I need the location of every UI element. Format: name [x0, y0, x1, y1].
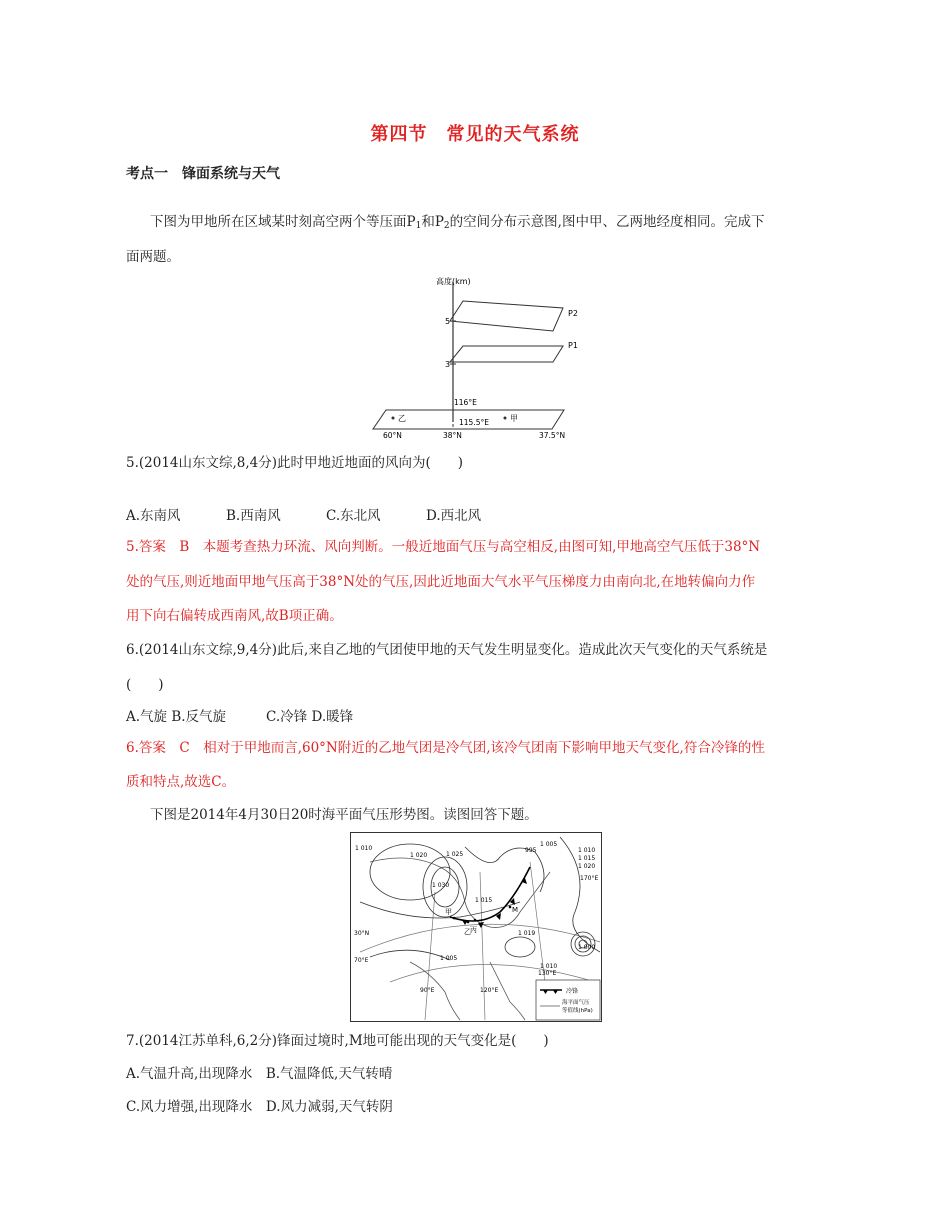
q5-option-b: B.西南风	[226, 508, 281, 524]
sea-level-pressure-map	[350, 832, 602, 1022]
label-p1: P1	[568, 341, 578, 350]
isobar-label: 1 020	[578, 863, 596, 870]
place-yi: 乙	[464, 928, 471, 936]
isobar-label: 1 010	[355, 845, 373, 852]
q5-answer-line-1: 5.答案 B 本题考查热力环流、风向判断。一般近地面气压与高空相反,由图可知,甲地高空气压低于38°N	[126, 539, 761, 555]
tick-5: 5	[445, 317, 451, 326]
isobar-label: 1 010	[540, 963, 558, 970]
section-heading: 考点一 锋面系统与天气	[126, 166, 280, 182]
q6-options-ab: A.气旋 B.反气旋	[126, 709, 227, 725]
question-6-stem-2: ( )	[126, 677, 164, 693]
question-6-options	[126, 707, 353, 727]
lat-38: 38°N	[443, 431, 462, 440]
question-7-options-1: A.气温升高,出现降水 B.气温降低,天气转晴	[126, 1066, 393, 1082]
page-title: 第四节 常见的天气系统	[370, 124, 580, 145]
isobar-label: 1 020	[410, 852, 428, 859]
legend-isobar-2: 等值线(hPa)	[562, 1008, 593, 1014]
place-jia: 甲	[510, 414, 518, 423]
lat-label: 30°N	[354, 930, 370, 937]
isobar-label: 1 025	[446, 851, 464, 858]
lon-116: 116°E	[454, 398, 477, 407]
lon-label: 170°E	[580, 875, 599, 882]
intro-paragraph-2: 下图是2014年4月30日20时海平面气压形势图。读图回答下题。	[150, 807, 538, 823]
place-m: M	[512, 906, 519, 914]
isobar-label: 1 000	[578, 944, 596, 951]
isobar-label: 1 010	[578, 847, 596, 854]
intro-paragraph-1: 下图为甲地所在区域某时刻高空两个等压面$P_1$和$P_2$的空间分布示意图,图中甲、乙两地经度相同。完成下	[150, 214, 765, 231]
lon-label: 90°E	[420, 987, 435, 994]
surface-p1	[450, 346, 563, 362]
lon-label: 120°E	[480, 987, 499, 994]
isobar-label: 1 005	[540, 841, 558, 848]
isobar-label: 1 015	[475, 897, 493, 904]
q5-answer-line-2: 处的气压,则近地面甲地气压高于38°N处的气压,因此近地面大气水平气压梯度力由南向北,在地转偏向力作	[126, 574, 756, 590]
legend-isobar-1: 海平面气压	[562, 1000, 590, 1006]
place-yi: 乙	[398, 414, 406, 423]
isobaric-surface-figure	[368, 272, 578, 442]
lon-1155: 115.5°E	[459, 418, 489, 427]
tick-3: 3	[445, 360, 451, 369]
q5-option-a: A.东南风	[126, 508, 181, 524]
question-7-options-2: C.风力增强,出现降水 D.风力减弱,天气转阴	[126, 1099, 393, 1115]
q6-answer-line-2: 质和特点,故选C。	[126, 774, 236, 790]
isobar-label: 1 015	[578, 855, 596, 862]
label-p2: P2	[568, 309, 578, 318]
question-5-stem: 5.(2014山东文综,8,4分)此时甲地近地面的风向为( )	[126, 455, 464, 471]
q5-option-c: C.东北风	[326, 508, 381, 524]
isobar-label: 1 019	[518, 930, 536, 937]
surface-p2	[450, 301, 563, 331]
height-axis-label: 高度(km)	[436, 277, 471, 286]
isobar-label: 1 005	[440, 955, 458, 962]
legend-cold-front: 冷锋	[566, 988, 579, 995]
question-5-options	[126, 506, 526, 526]
q5-option-d: D.西北风	[426, 508, 482, 524]
isobar-label: 1 030	[432, 882, 450, 889]
lon-label: 130°E	[538, 970, 557, 977]
place-bing: 丙	[470, 926, 477, 934]
isobar-label: 995	[525, 847, 537, 854]
question-6-stem-1: 6.(2014山东文综,9,4分)此后,来自乙地的气团使甲地的天气发生明显变化。造成此次天气变化的天气系统是	[126, 642, 768, 658]
lon-label: 70°E	[354, 957, 369, 964]
q6-answer-line-1: 6.答案 C 相对于甲地而言,60°N附近的乙地气团是冷气团,该冷气团南下影响甲地天气变化,符合冷锋的性	[126, 740, 765, 756]
q5-answer-line-3: 用下向右偏转成西南风,故B项正确。	[126, 608, 343, 624]
q6-options-cd: C.冷锋 D.暖锋	[266, 709, 354, 725]
intro-paragraph-1-cont: 面两题。	[126, 249, 180, 265]
place-jia: 甲	[445, 908, 452, 916]
question-7-stem: 7.(2014江苏单科,6,2分)锋面过境时,M地可能出现的天气变化是( )	[126, 1033, 549, 1049]
lat-375: 37.5°N	[539, 431, 566, 440]
lat-60: 60°N	[383, 431, 402, 440]
